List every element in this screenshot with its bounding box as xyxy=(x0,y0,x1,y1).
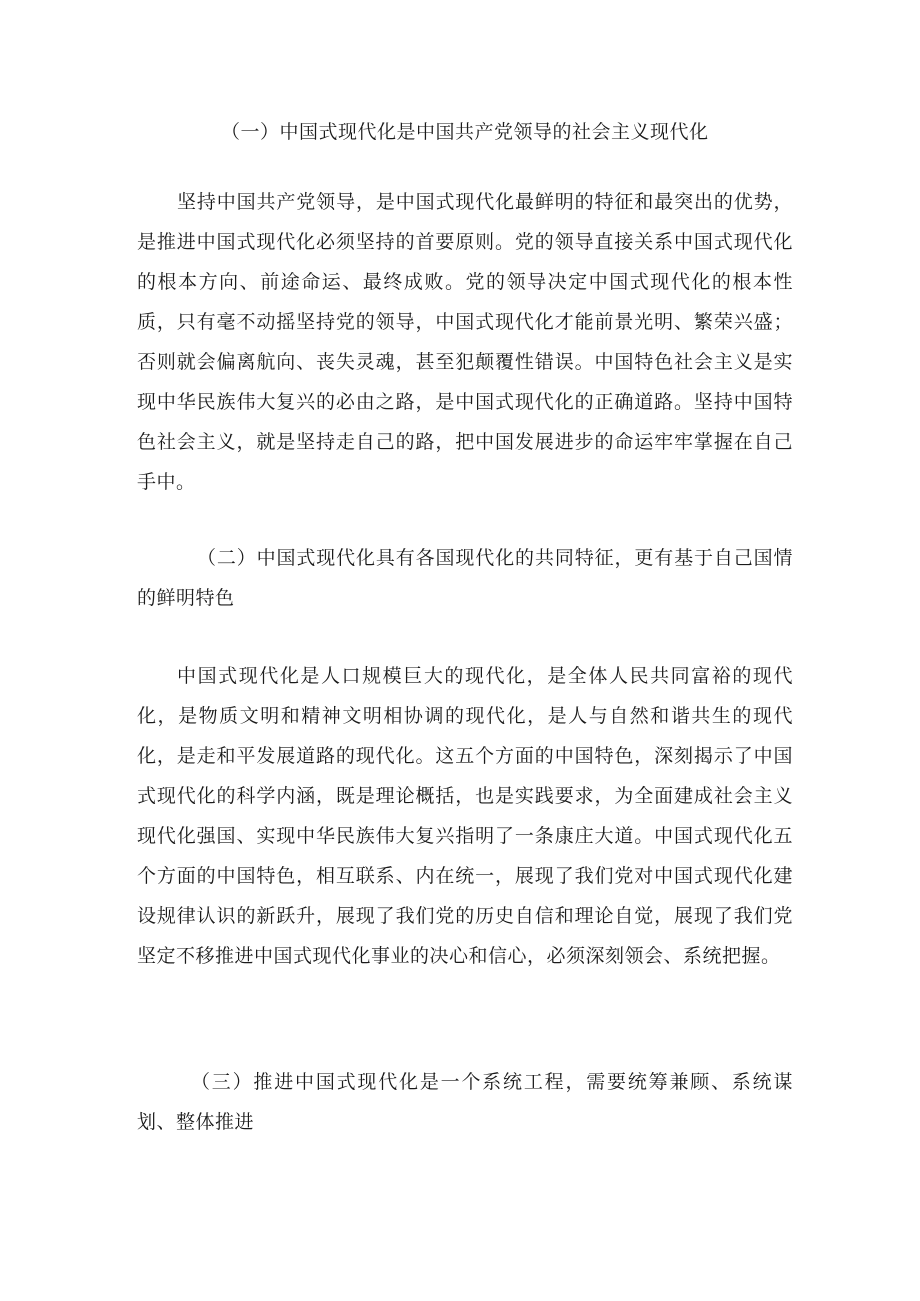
section-1-paragraph: 坚持中国共产党领导，是中国式现代化最鲜明的特征和最突出的优势，是推进中国式现代化必须坚持的首要原则。党的领导直接关系中国式现代化的根本方向、前途命运、最终成败。党的领导决定中国式现代化的根本性质，只有毫不动摇坚持党的领导，中国式现代化才能前景光明、繁荣兴盛；否则就会偏离航向、丧失灵魂，甚至犯颠覆性错误。中国特色社会主义是实现中华民族伟大复兴的必由之路，是中国式现代化的正确道路。坚持中国特色社会主义，就是坚持走自己的路，把中国发展进步的命运牢牢掌握在自己手中。 xyxy=(137,191,793,493)
section-1-heading: （一）中国式现代化是中国共产党领导的社会主义现代化 xyxy=(221,121,709,143)
section-2-paragraph: 中国式现代化是人口规模巨大的现代化，是全体人民共同富裕的现代化，是物质文明和精神文明相协调的现代化，是人与自然和谐共生的现代化，是走和平发展道路的现代化。这五个方面的中国特色，深刻揭示了中国式现代化的科学内涵，既是理论概括，也是实践要求，为全面建成社会主义现代化强国、实现中华民族伟大复兴指明了一条康庄大道。中国式现代化五个方面的中国特色，相互联系、内在统一，展现了我们党对中国式现代化建设规律认识的新跃升，展现了我们党的历史自信和理论自觉，展现了我们党坚定不移推进中国式现代化事业的决心和信心，必须深刻领会、系统把握。 xyxy=(137,665,793,967)
section-2-heading: （二）中国式现代化具有各国现代化的共同特征，更有基于自己国情的鲜明特色 xyxy=(137,547,793,609)
section-3-heading: （三）推进中国式现代化是一个系统工程，需要统筹兼顾、系统谋划、整体推进 xyxy=(137,1071,793,1133)
